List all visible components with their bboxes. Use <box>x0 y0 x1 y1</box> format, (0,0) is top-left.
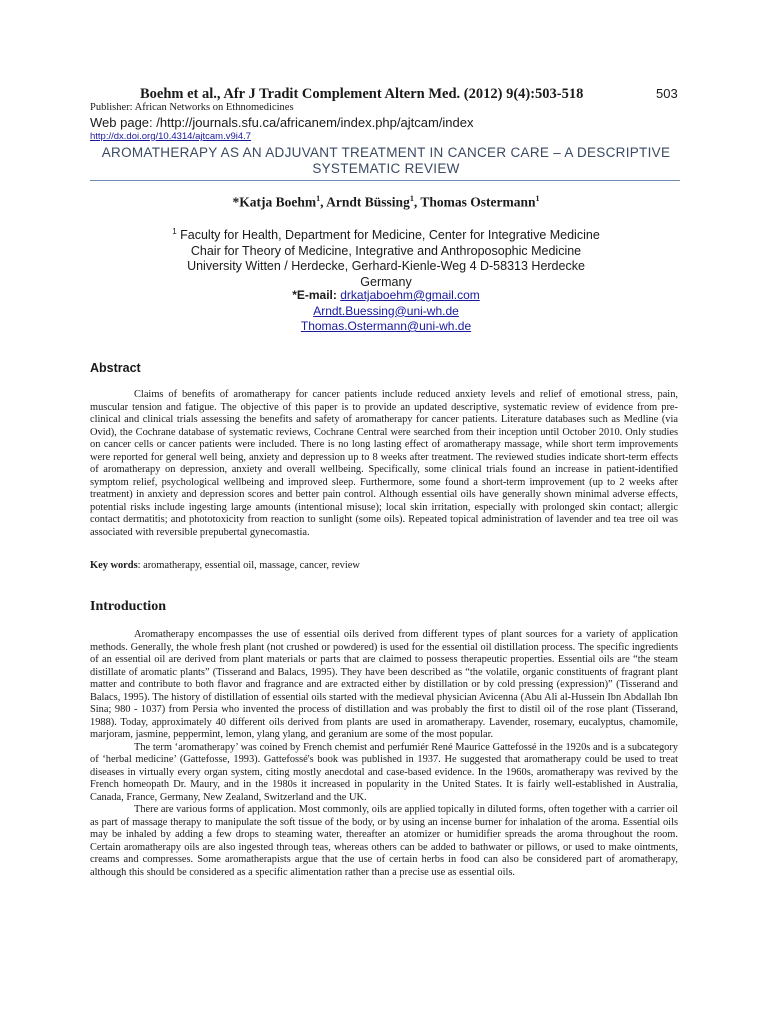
journal-citation: Boehm et al., Afr J Tradit Complement Altern Med. (2012) 9(4):503-518 <box>140 86 584 102</box>
author-name: *Katja Boehm <box>232 194 317 210</box>
introduction-heading: Introduction <box>90 599 166 614</box>
abstract-body <box>90 389 678 539</box>
email-link[interactable]: Thomas.Ostermann@uni-wh.de <box>300 319 472 333</box>
webpage-line[interactable]: Web page: /http://journals.sfu.ca/africanem/index.php/ajtcam/index <box>90 115 474 130</box>
affiliation-mark: 1 <box>172 227 177 236</box>
keywords-line <box>90 560 360 571</box>
introduction-paragraph: There are various forms of application. Most commonly, oils are applied topically in diluted forms, often together with a carrier oil as part of massage therapy to manipulate the soft tissue of the body, or by using an incense burner for inhalation of the aroma. Essential oils may be inhaled by adding a few drops to steaming water, thereafter an atomizer or humidifier spreads the aroma throughout the room. Certain aromatherapy oils are also ingested through teas, whereas others can be added to bathwater or pillows, or used to make ointments, creams and compresses. Some aromatherapists argue that the use of certain herbs in food can also be considered part of aromatherapy, although this should be considered as a specific alimentation rather than a precise use as essential oils. <box>90 804 678 878</box>
paper-title: AROMATHERAPY AS AN ADJUVANT TREATMENT IN CANCER CARE – A DESCRIPTIVE SYSTEMATIC REVIEW <box>101 145 671 176</box>
introduction-paragraph: Aromatherapy encompasses the use of essential oils derived from different types of plant sources for a variety of application methods. Generally, the whole fresh plant (not crushed or powdered) is used for the essential oil distillation process. The specific ingredients of an essential oil are derived from plant materials or parts that are claimed to possess therapeutic properties. Essential oils are “the steam distillate of aromatic plants” (Tisserand and Balacs, 1995). They have been described as “the volatile, organic constituents of fragrant plant matter and contribute to both flavor and fragrance and are extracted either by distillation or by cold pressing (expression)” (Tisserand and Balacs, 1995). The history of distillation of essential oils started with the medieval physician Avicenna (Abu Ali al-Hussein Ibn Abdallah Ibn Sina; 980 - 1037) from Persia who invented the process of distillation and was probably the first to distil oil of the rose plant (Tisserand, 1988). Today, approximately 40 different oils derived from plants are used in aromatherapy. Lavender, rosemary, eucalyptus, chamomile, marjoram, jasmine, peppermint, lemon, ylang ylang, and geranium are some of the most popular. <box>90 629 678 740</box>
affiliation-line: Chair for Theory of Medicine, Integrative and Anthroposophic Medicine <box>190 243 582 258</box>
keywords-text: : aromatherapy, essential oil, massage, cancer, review <box>137 560 360 571</box>
affiliation-line <box>90 224 682 244</box>
email-link[interactable]: Arndt.Buessing@uni-wh.de <box>313 303 459 318</box>
doi-link[interactable]: http://dx.doi.org/10.4314/ajtcam.v9i4.7 <box>90 131 252 142</box>
author-name: Arndt Büssing <box>326 194 410 210</box>
affiliation-mark: 1 <box>316 194 321 203</box>
page-number: 503 <box>656 86 678 101</box>
email-label: *E-mail: <box>292 288 337 302</box>
affiliation-block <box>90 224 682 290</box>
introduction-body <box>90 629 678 879</box>
affiliation-line: Germany <box>360 274 412 289</box>
author-name: Thomas Ostermann <box>420 194 536 210</box>
affiliation-text: Faculty for Health, Department for Medicine, Center for Integrative Medicine <box>180 228 600 243</box>
publisher-line: Publisher: African Networks on Ethnomedicines <box>90 102 294 113</box>
keywords-label: Key words <box>90 560 138 571</box>
introduction-paragraph: The term ‘aromatherapy’ was coined by French chemist and perfumiér René Maurice Gattefossé in the 1920s and is a subcategory of ‘herbal medicine’ (Gattefosse, 1993). Gattefossé's book was published in 1937. He suggested that aromatherapy could be used to treat diseases in virtually every organ system, citing mostly anecdotal and case-based evidence. In the 1960s, aromatherapy was revived by the French homeopath Dr. Maury, and in the 1980s it increased in popularity in the United States. It is fairly well-established in Australia, Canada, France, Germany, New Zealand, Switzerland and the UK. <box>90 741 678 803</box>
author-separator: , <box>413 194 421 210</box>
email-block <box>90 288 682 335</box>
abstract-heading: Abstract <box>90 361 141 375</box>
affiliation-line: University Witten / Herdecke, Gerhard-Kienle-Weg 4 D-58313 Herdecke <box>187 259 585 274</box>
author-separator: , <box>320 194 327 210</box>
abstract-paragraph: Claims of benefits of aromatherapy for cancer patients include reduced anxiety levels and relief of emotional stress, pain, muscular tension and fatigue. The objective of this paper is to provide an updated descriptive, systematic review of evidence from pre-clinical and clinical trials assessing the benefits and safety of aromatherapy for cancer patients. Literature databases such as Medline (via Ovid), the Cochrane database of systematic reviews, Cochrane Central were searched from their inception until October 2010. Only studies on cancer cells or cancer patients were included. There is no long lasting effect of aromatherapy massage, while short term improvements were reported for general well being, anxiety and depression up to 8 weeks after treatment. The reviewed studies indicate short-term effects of aromatherapy on depression, anxiety and overall wellbeing. Specifically, some clinical trials found an increase in patient-identified symptom relief, psychological wellbeing and improved sleep. Furthermore, some found a short-term improvement (up to 2 weeks after treatment) in anxiety and depression scores and better pain control. Although essential oils have generally shown minimal adverse effects, potential risks include ingesting large amounts (intentional misuse); local skin irritation, especially with prolonged skin contact; allergic contact dermatitis; and phototoxicity from reaction to sunlight (some oils). Repeated topical administration of lavender and tea tree oil was associated with reversible prepubertal gynecomastia. <box>90 389 678 538</box>
title-divider <box>90 180 680 181</box>
email-link[interactable]: drkatjaboehm@gmail.com <box>340 288 480 302</box>
author-list <box>90 194 682 211</box>
affiliation-mark: 1 <box>535 194 540 203</box>
affiliation-mark: 1 <box>409 194 414 203</box>
